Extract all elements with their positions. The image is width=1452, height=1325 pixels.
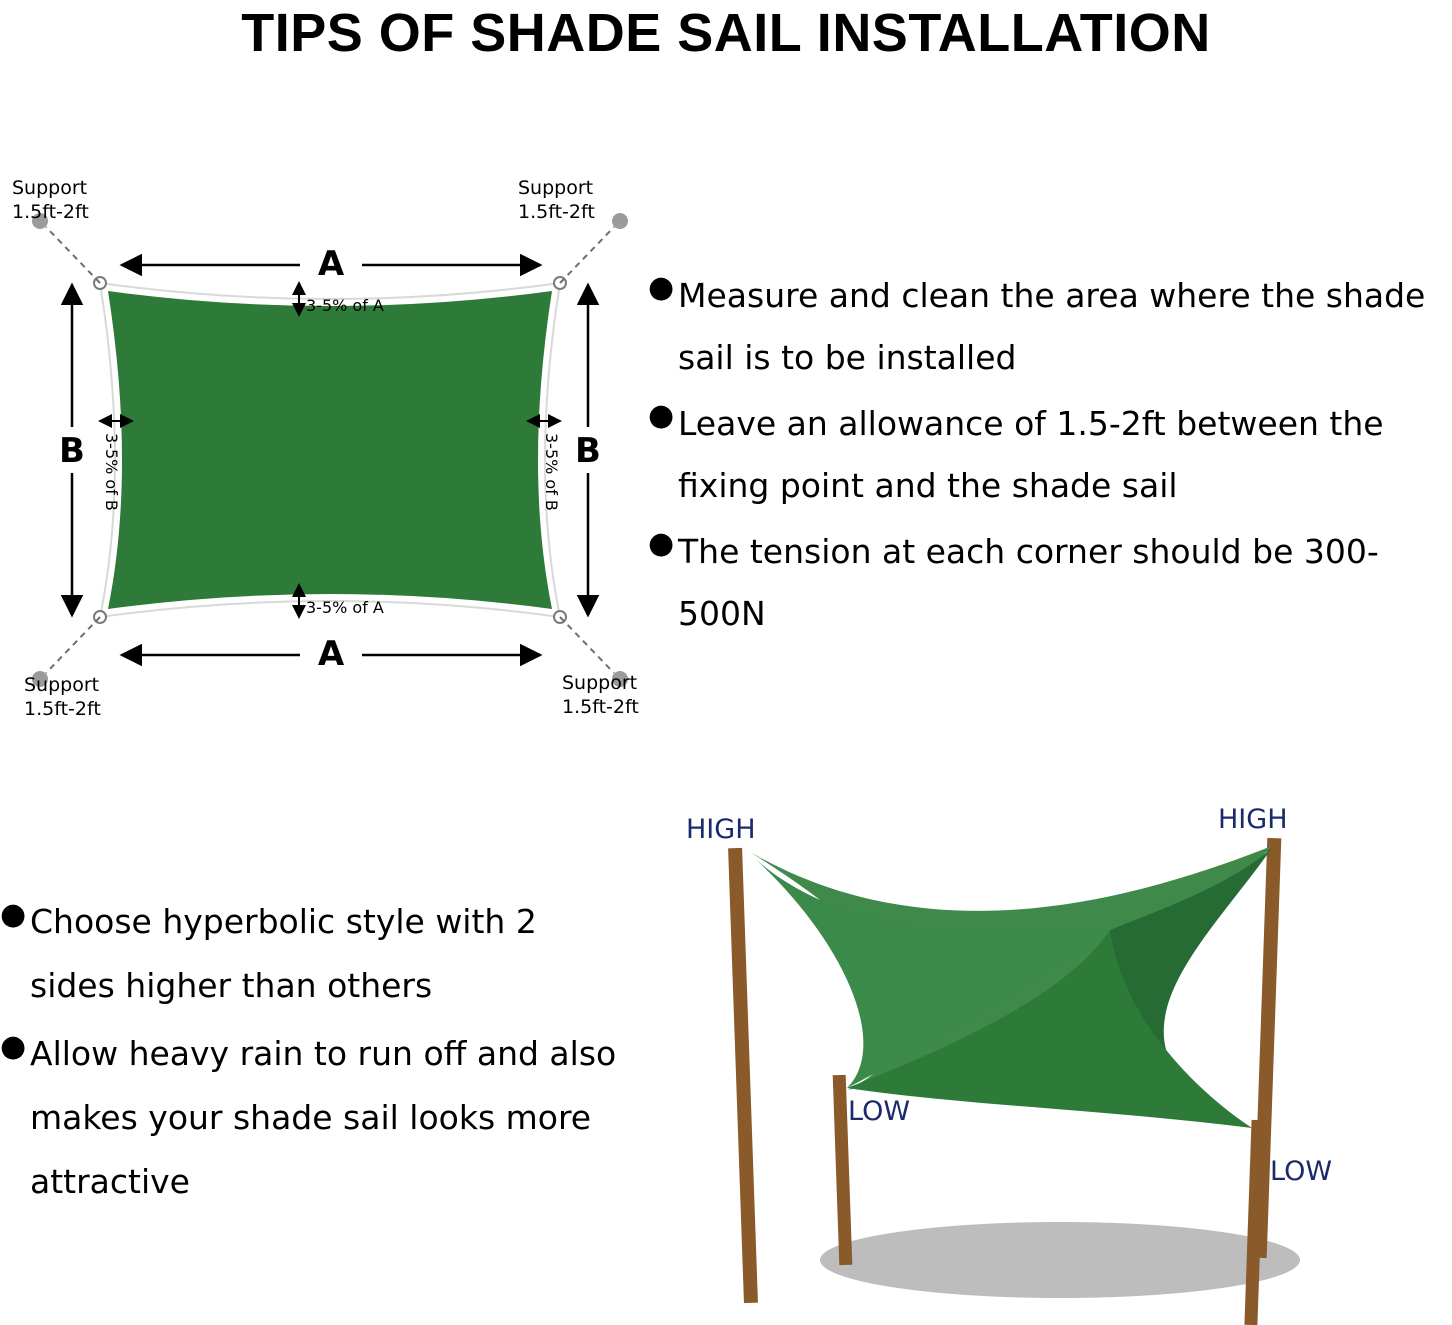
- tip-text: Choose hyperbolic style with 2 sides higher than others: [30, 902, 537, 1005]
- list-item: [0, 890, 630, 1018]
- label-high-right: HIGH: [1218, 804, 1288, 835]
- tip-text: The tension at each corner should be 300-500N: [678, 532, 1379, 633]
- bullet-icon: ●: [0, 897, 27, 932]
- curve-label-bottom: 3-5% of A: [306, 598, 384, 617]
- label-low-right: LOW: [1270, 1156, 1333, 1187]
- bullet-icon: ●: [0, 1029, 27, 1064]
- support-label-line2: 1.5ft-2ft: [24, 698, 101, 720]
- curve-label-right: 3-5% of B: [542, 433, 561, 511]
- tips-list-bottom: [0, 890, 630, 1218]
- dimension-label-bottom: A: [317, 634, 345, 674]
- dimension-arrow-bottom-A: [122, 633, 540, 674]
- support-label-line1: Support: [24, 674, 100, 696]
- dimension-label-right: B: [575, 431, 601, 471]
- support-label-top-left: [12, 177, 89, 223]
- dimension-label-top: A: [317, 244, 345, 284]
- bullet-icon: ●: [648, 526, 675, 561]
- tip-text: Allow heavy rain to run off and also makes your shade sail looks more attractive: [30, 1034, 617, 1201]
- support-label-line2: 1.5ft-2ft: [12, 201, 89, 223]
- curve-callout-top: [299, 283, 384, 315]
- list-item: [648, 393, 1448, 517]
- support-label-bottom-left: [24, 674, 101, 720]
- sail-shape: [100, 283, 560, 617]
- tips-list-top: [648, 265, 1448, 649]
- support-label-top-right: [518, 177, 595, 223]
- dimension-arrow-top-A: [122, 243, 540, 284]
- list-item: [0, 1022, 630, 1214]
- support-label-line1: Support: [562, 672, 638, 694]
- bullet-icon: ●: [648, 270, 675, 305]
- label-high-left: HIGH: [686, 814, 756, 845]
- dimension-label-left: B: [59, 431, 85, 471]
- dimension-arrow-right-B: [564, 285, 612, 615]
- bullet-icon: ●: [648, 398, 675, 433]
- curve-label-left: 3-5% of B: [102, 433, 121, 511]
- post-high-left: [728, 848, 758, 1303]
- tip-text: Leave an allowance of 1.5-2ft between the fixing point and the shade sail: [678, 404, 1384, 505]
- ground-shadow: [820, 1222, 1300, 1298]
- tip-text: Measure and clean the area where the shade sail is to be installed: [678, 276, 1426, 377]
- dimension-arrow-left-B: [48, 285, 96, 615]
- label-low-left: LOW: [848, 1096, 911, 1127]
- support-label-line1: Support: [12, 177, 88, 199]
- page-title: TIPS OF SHADE SAIL INSTALLATION: [241, 3, 1211, 63]
- hyperbolic-shade-sail-diagram: [640, 790, 1452, 1325]
- support-label-line2: 1.5ft-2ft: [562, 696, 639, 718]
- support-label-line2: 1.5ft-2ft: [518, 201, 595, 223]
- list-item: [648, 265, 1448, 389]
- rectangular-shade-sail-diagram: [0, 165, 660, 735]
- list-item: [648, 521, 1448, 645]
- curve-label-top: 3-5% of A: [306, 296, 384, 315]
- support-label-line1: Support: [518, 177, 594, 199]
- support-label-bottom-right: [562, 672, 639, 718]
